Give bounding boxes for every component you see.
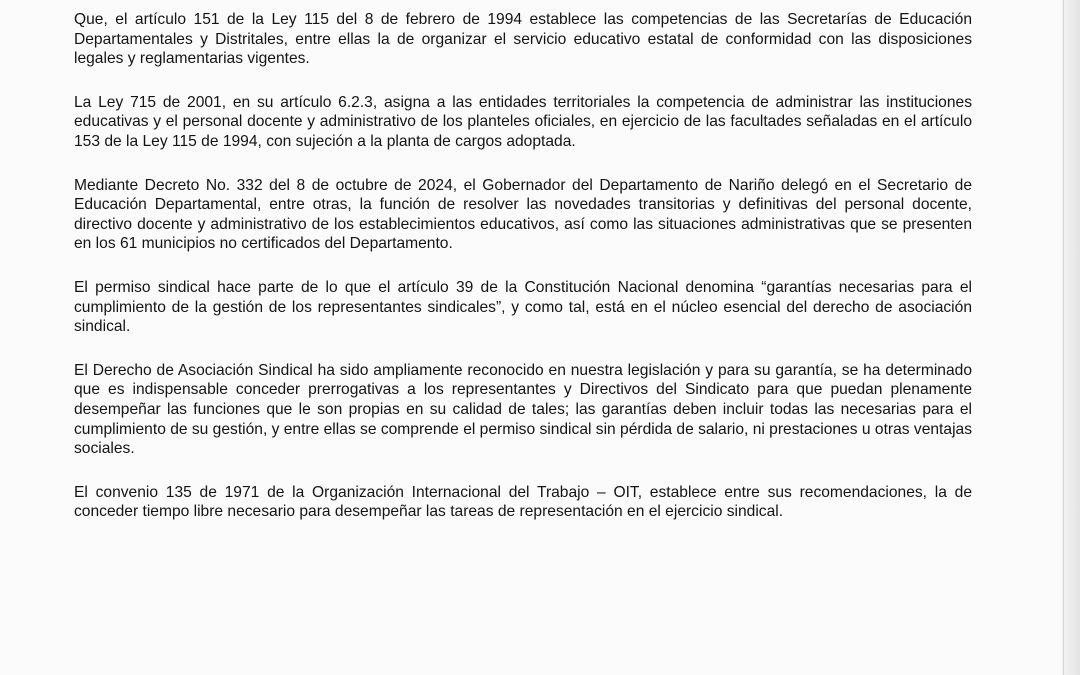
paragraph-derecho-asociacion: El Derecho de Asociación Sindical ha sido ampliamente reconocido en nuestra legislación y para su garantía, se ha determinado que es indispensable conceder prerrogativas a los representantes y Directivos del Sindicato para que puedan plenamente desempeñar las funciones que le son propias en su calidad de tales; las garantías deben incluir todas las necesarias para el cumplimiento de su gestión, y entre ellas se comprende el permiso sindical sin pérdida de salario, ni prestaciones u otras ventajas sociales. [74, 361, 972, 458]
page-edge-shadow [1062, 0, 1080, 675]
paragraph-articulo-151: Que, el artículo 151 de la Ley 115 del 8 de febrero de 1994 establece las competencias de las Secretarías de Educación Departamentales y Distritales, entre ellas la de organizar el servicio educativo estatal de conformidad con las disposiciones legales y reglamentarias vigentes. [74, 11, 972, 68]
page-edge-line [1063, 0, 1064, 675]
document-body [74, 10, 972, 522]
paragraph-decreto-332: Mediante Decreto No. 332 del 8 de octubre de 2024, el Gobernador del Departamento de Nariño delegó en el Secretario de Educación Departamental, entre otras, la función de resolver las novedades transitorias y definitivas del personal docente, directivo docente y administrativo de los establecimientos educativos, así como las situaciones administrativas que se presenten en los 61 municipios no certificados del Departamento. [74, 176, 972, 253]
paragraph-convenio-135: El convenio 135 de 1971 de la Organización Internacional del Trabajo – OIT, establece entre sus recomendaciones, la de conceder tiempo libre necesario para desempeñar las tareas de representación en el ejercicio sindical. [74, 483, 972, 521]
paragraph-ley-715: La Ley 715 de 2001, en su artículo 6.2.3, asigna a las entidades territoriales la competencia de administrar las instituciones educativas y el personal docente y administrativo de los planteles oficiales, en ejercicio de las facultades señaladas en el artículo 153 de la Ley 115 de 1994, con sujeción a la planta de cargos adoptada. [74, 93, 972, 150]
paragraph-permiso-sindical: El permiso sindical hace parte de lo que el artículo 39 de la Constitución Nacional denomina “garantías necesarias para el cumplimiento de la gestión de los representantes sindicales”, y como tal, está en el núcleo esencial del derecho de asociación sindical. [74, 278, 972, 336]
